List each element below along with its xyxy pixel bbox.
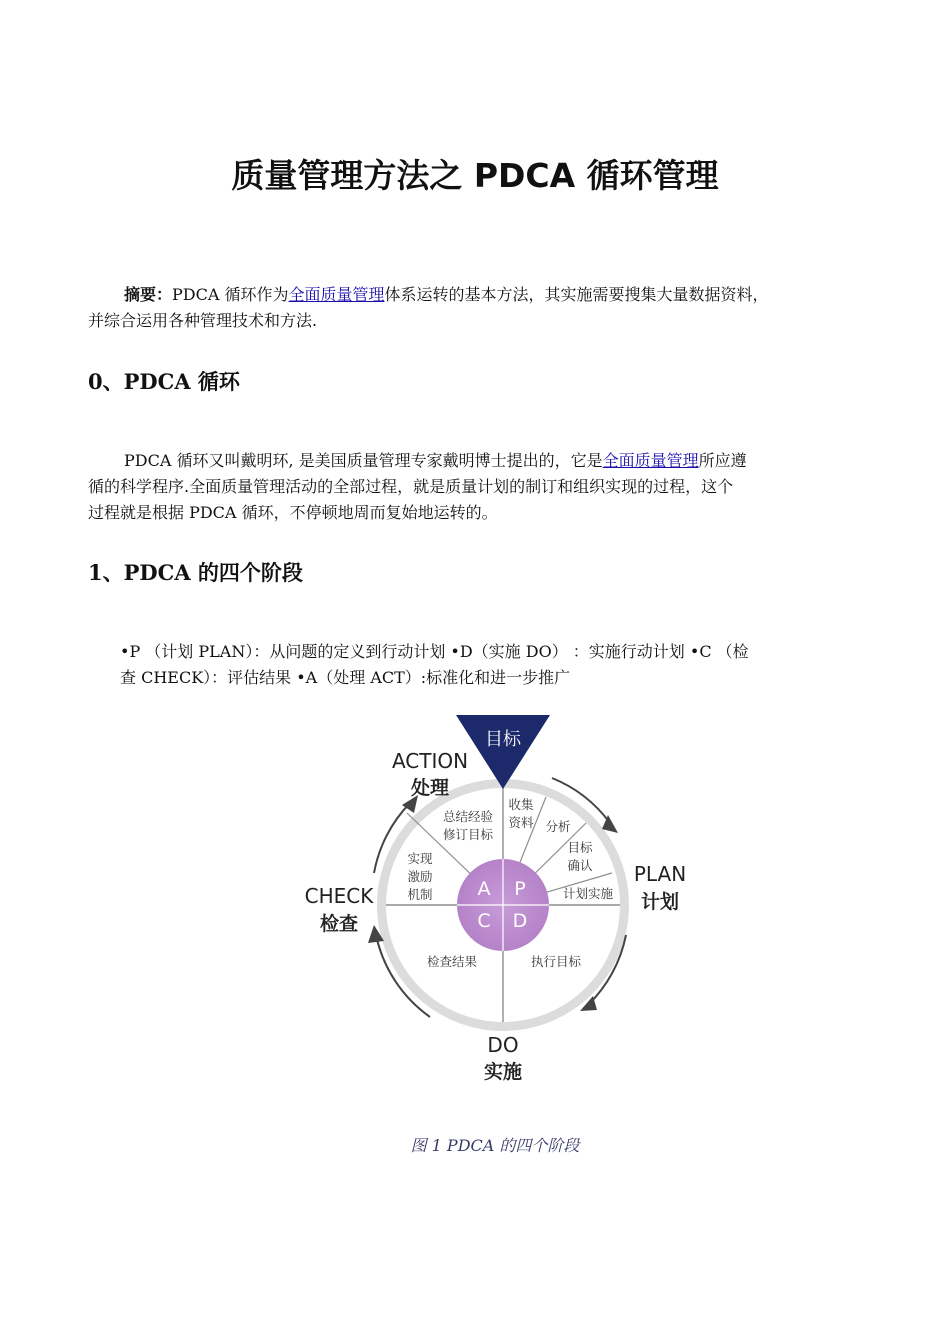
do-cn: 实施 — [483, 1061, 523, 1083]
center-p: P — [514, 878, 526, 900]
pdca-diagram — [290, 705, 710, 1090]
check-text-1: 实现 — [407, 851, 433, 866]
page-title: 质量管理方法之 PDCA 循环管理 — [231, 156, 719, 195]
section0-paragraph — [88, 448, 868, 526]
p-analyze: 分析 — [545, 819, 571, 834]
figure-caption: 图 1 PDCA 的四个阶段 — [410, 1136, 580, 1155]
section1-paragraph — [120, 639, 870, 691]
section-heading-0: 0、PDCA 循环 — [88, 369, 240, 394]
do-target: 执行目标 — [530, 954, 582, 969]
section1-line2: 查 CHECK）：评估结果 •A（处理 ACT）:标准化和进一步推广 — [120, 668, 571, 687]
do-en: DO — [487, 1033, 519, 1057]
section0-text-after: 所应遵 — [698, 451, 747, 470]
check-text-2: 激励 — [407, 869, 433, 884]
a-text-1: 总结经验 — [442, 809, 494, 824]
abstract-text: PDCA 循环作为 — [172, 285, 289, 304]
abstract-paragraph — [88, 282, 868, 334]
goal-label: 目标 — [485, 729, 521, 750]
p-plan: 计划实施 — [562, 886, 614, 901]
section1-line1: •P （计划 PLAN）：从问题的定义到行动计划 •D（实施 DO） ：实施行动计划 •C （检 — [120, 642, 749, 661]
center-c: C — [477, 910, 491, 932]
check-text-3: 机制 — [407, 887, 433, 902]
abstract-line2: 并综合运用各种管理技术和方法. — [88, 311, 318, 330]
center-d: D — [512, 910, 528, 932]
section0-line3: 过程就是根据 PDCA 循环，不停顿地周而复始地运转的。 — [88, 503, 498, 522]
goal-triangle — [456, 715, 550, 789]
section0-line2: 循的科学程序.全面质量管理活动的全部过程，就是质量计划的制订和组织实现的过程，这个 — [88, 477, 734, 496]
check-result: 检查结果 — [426, 954, 478, 969]
abstract-link[interactable]: 全面质量管理 — [288, 285, 385, 304]
p-confirm-1: 目标 — [567, 840, 593, 855]
plan-cn: 计划 — [640, 891, 680, 913]
check-cn: 检查 — [319, 913, 359, 935]
section-heading-1: 1、PDCA 的四个阶段 — [88, 560, 303, 585]
check-en: CHECK — [304, 884, 374, 908]
p-collect-1: 收集 — [508, 797, 534, 812]
a-text-2: 修订目标 — [442, 827, 494, 842]
section0-link[interactable]: 全面质量管理 — [602, 451, 699, 470]
pdca-diagram-svg — [290, 705, 710, 1090]
action-cn: 处理 — [410, 777, 450, 799]
section0-text: PDCA 循环又叫戴明环, 是美国质量管理专家戴明博士提出的，它是 — [124, 451, 603, 470]
plan-en: PLAN — [633, 862, 687, 886]
action-en: ACTION — [391, 749, 469, 773]
abstract-label: 摘要： — [124, 285, 173, 304]
center-a: A — [477, 878, 491, 900]
abstract-text-after: 体系运转的基本方法，其实施需要搜集大量数据资料， — [384, 285, 769, 304]
p-confirm-2: 确认 — [567, 858, 593, 873]
p-collect-2: 资料 — [508, 815, 534, 830]
